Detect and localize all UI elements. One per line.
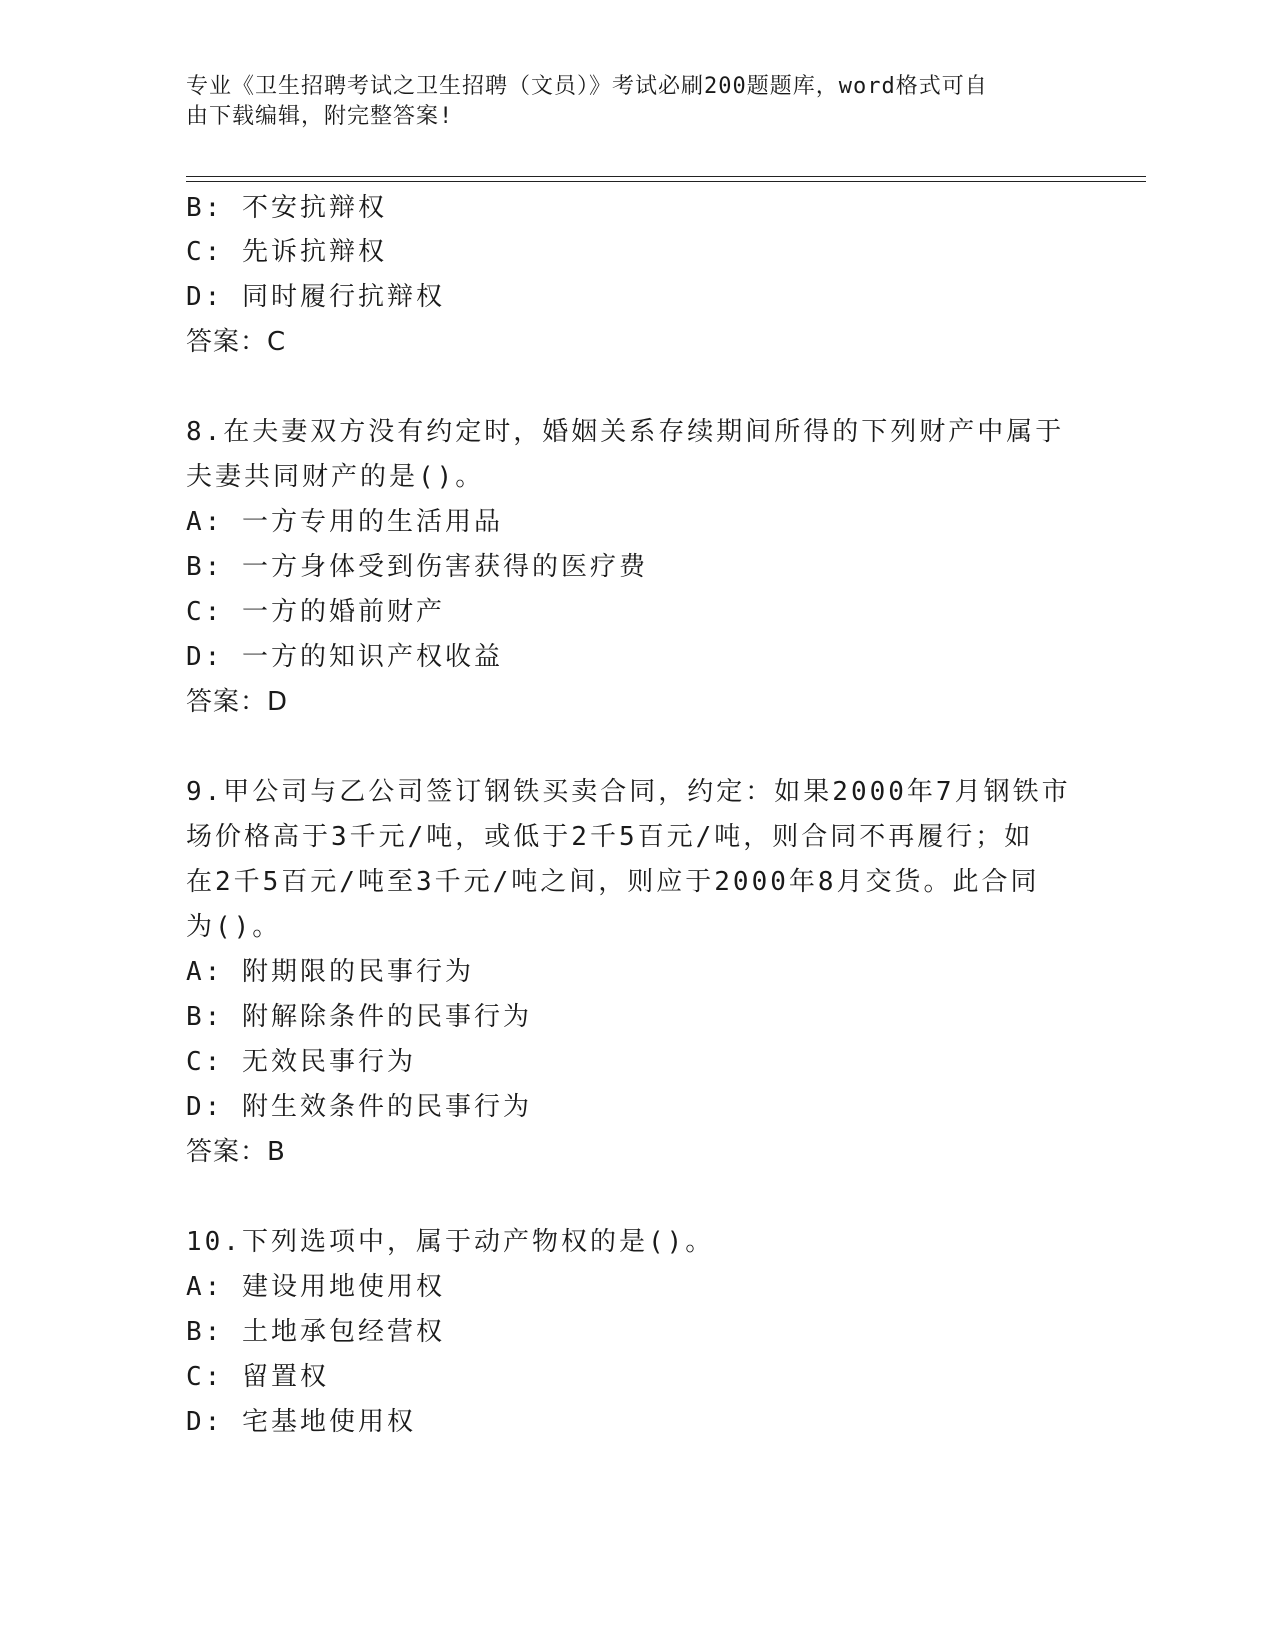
q9-stem-line-3: 在2千5百元/吨至3千元/吨之间，则应于2000年8月交货。此合同 xyxy=(186,867,1040,897)
q9-stem-line-4: 为()。 xyxy=(186,912,282,942)
q10-option-d: D: 宅基地使用权 xyxy=(186,1407,416,1437)
q8-stem-line-1: 8.在夫妻双方没有约定时，婚姻关系存续期间所得的下列财产中属于 xyxy=(186,417,1065,447)
q9-option-a: A: 附期限的民事行为 xyxy=(186,957,474,987)
q10-option-a: A: 建设用地使用权 xyxy=(186,1272,445,1302)
q8-option-b: B: 一方身体受到伤害获得的医疗费 xyxy=(186,552,648,582)
header-divider-top xyxy=(186,176,1146,177)
q7-option-d: D: 同时履行抗辩权 xyxy=(186,282,445,312)
q7-option-c: C: 先诉抗辩权 xyxy=(186,237,387,267)
q10-option-b: B: 土地承包经营权 xyxy=(186,1317,445,1347)
document-header xyxy=(186,72,1066,132)
q8-option-a: A: 一方专用的生活用品 xyxy=(186,507,503,537)
q7-option-b: B: 不安抗辩权 xyxy=(186,193,387,223)
q8-stem-line-2: 夫妻共同财产的是()。 xyxy=(186,462,485,492)
q9-option-b: B: 附解除条件的民事行为 xyxy=(186,1002,532,1032)
q8-option-c: C: 一方的婚前财产 xyxy=(186,597,445,627)
q9-option-c: C: 无效民事行为 xyxy=(186,1047,416,1077)
q9-option-d: D: 附生效条件的民事行为 xyxy=(186,1092,532,1122)
q10-stem-line-1: 10.下列选项中，属于动产物权的是()。 xyxy=(186,1227,715,1257)
q8-answer: 答案：D xyxy=(186,687,289,717)
q9-stem-line-1: 9.甲公司与乙公司签订钢铁买卖合同，约定：如果2000年7月钢铁市 xyxy=(186,777,1071,807)
q9-answer: 答案：B xyxy=(186,1137,286,1167)
q7-answer: 答案：C xyxy=(186,327,287,357)
q8-option-d: D: 一方的知识产权收益 xyxy=(186,642,503,672)
header-line-2: 由下载编辑，附完整答案! xyxy=(186,104,454,129)
header-line-1: 专业《卫生招聘考试之卫生招聘（文员）》考试必刷200题题库，word格式可自 xyxy=(186,74,988,99)
header-divider-bottom xyxy=(186,181,1146,182)
q10-option-c: C: 留置权 xyxy=(186,1362,329,1392)
q9-stem-line-2: 场价格高于3千元/吨，或低于2千5百元/吨，则合同不再履行；如 xyxy=(186,822,1034,852)
